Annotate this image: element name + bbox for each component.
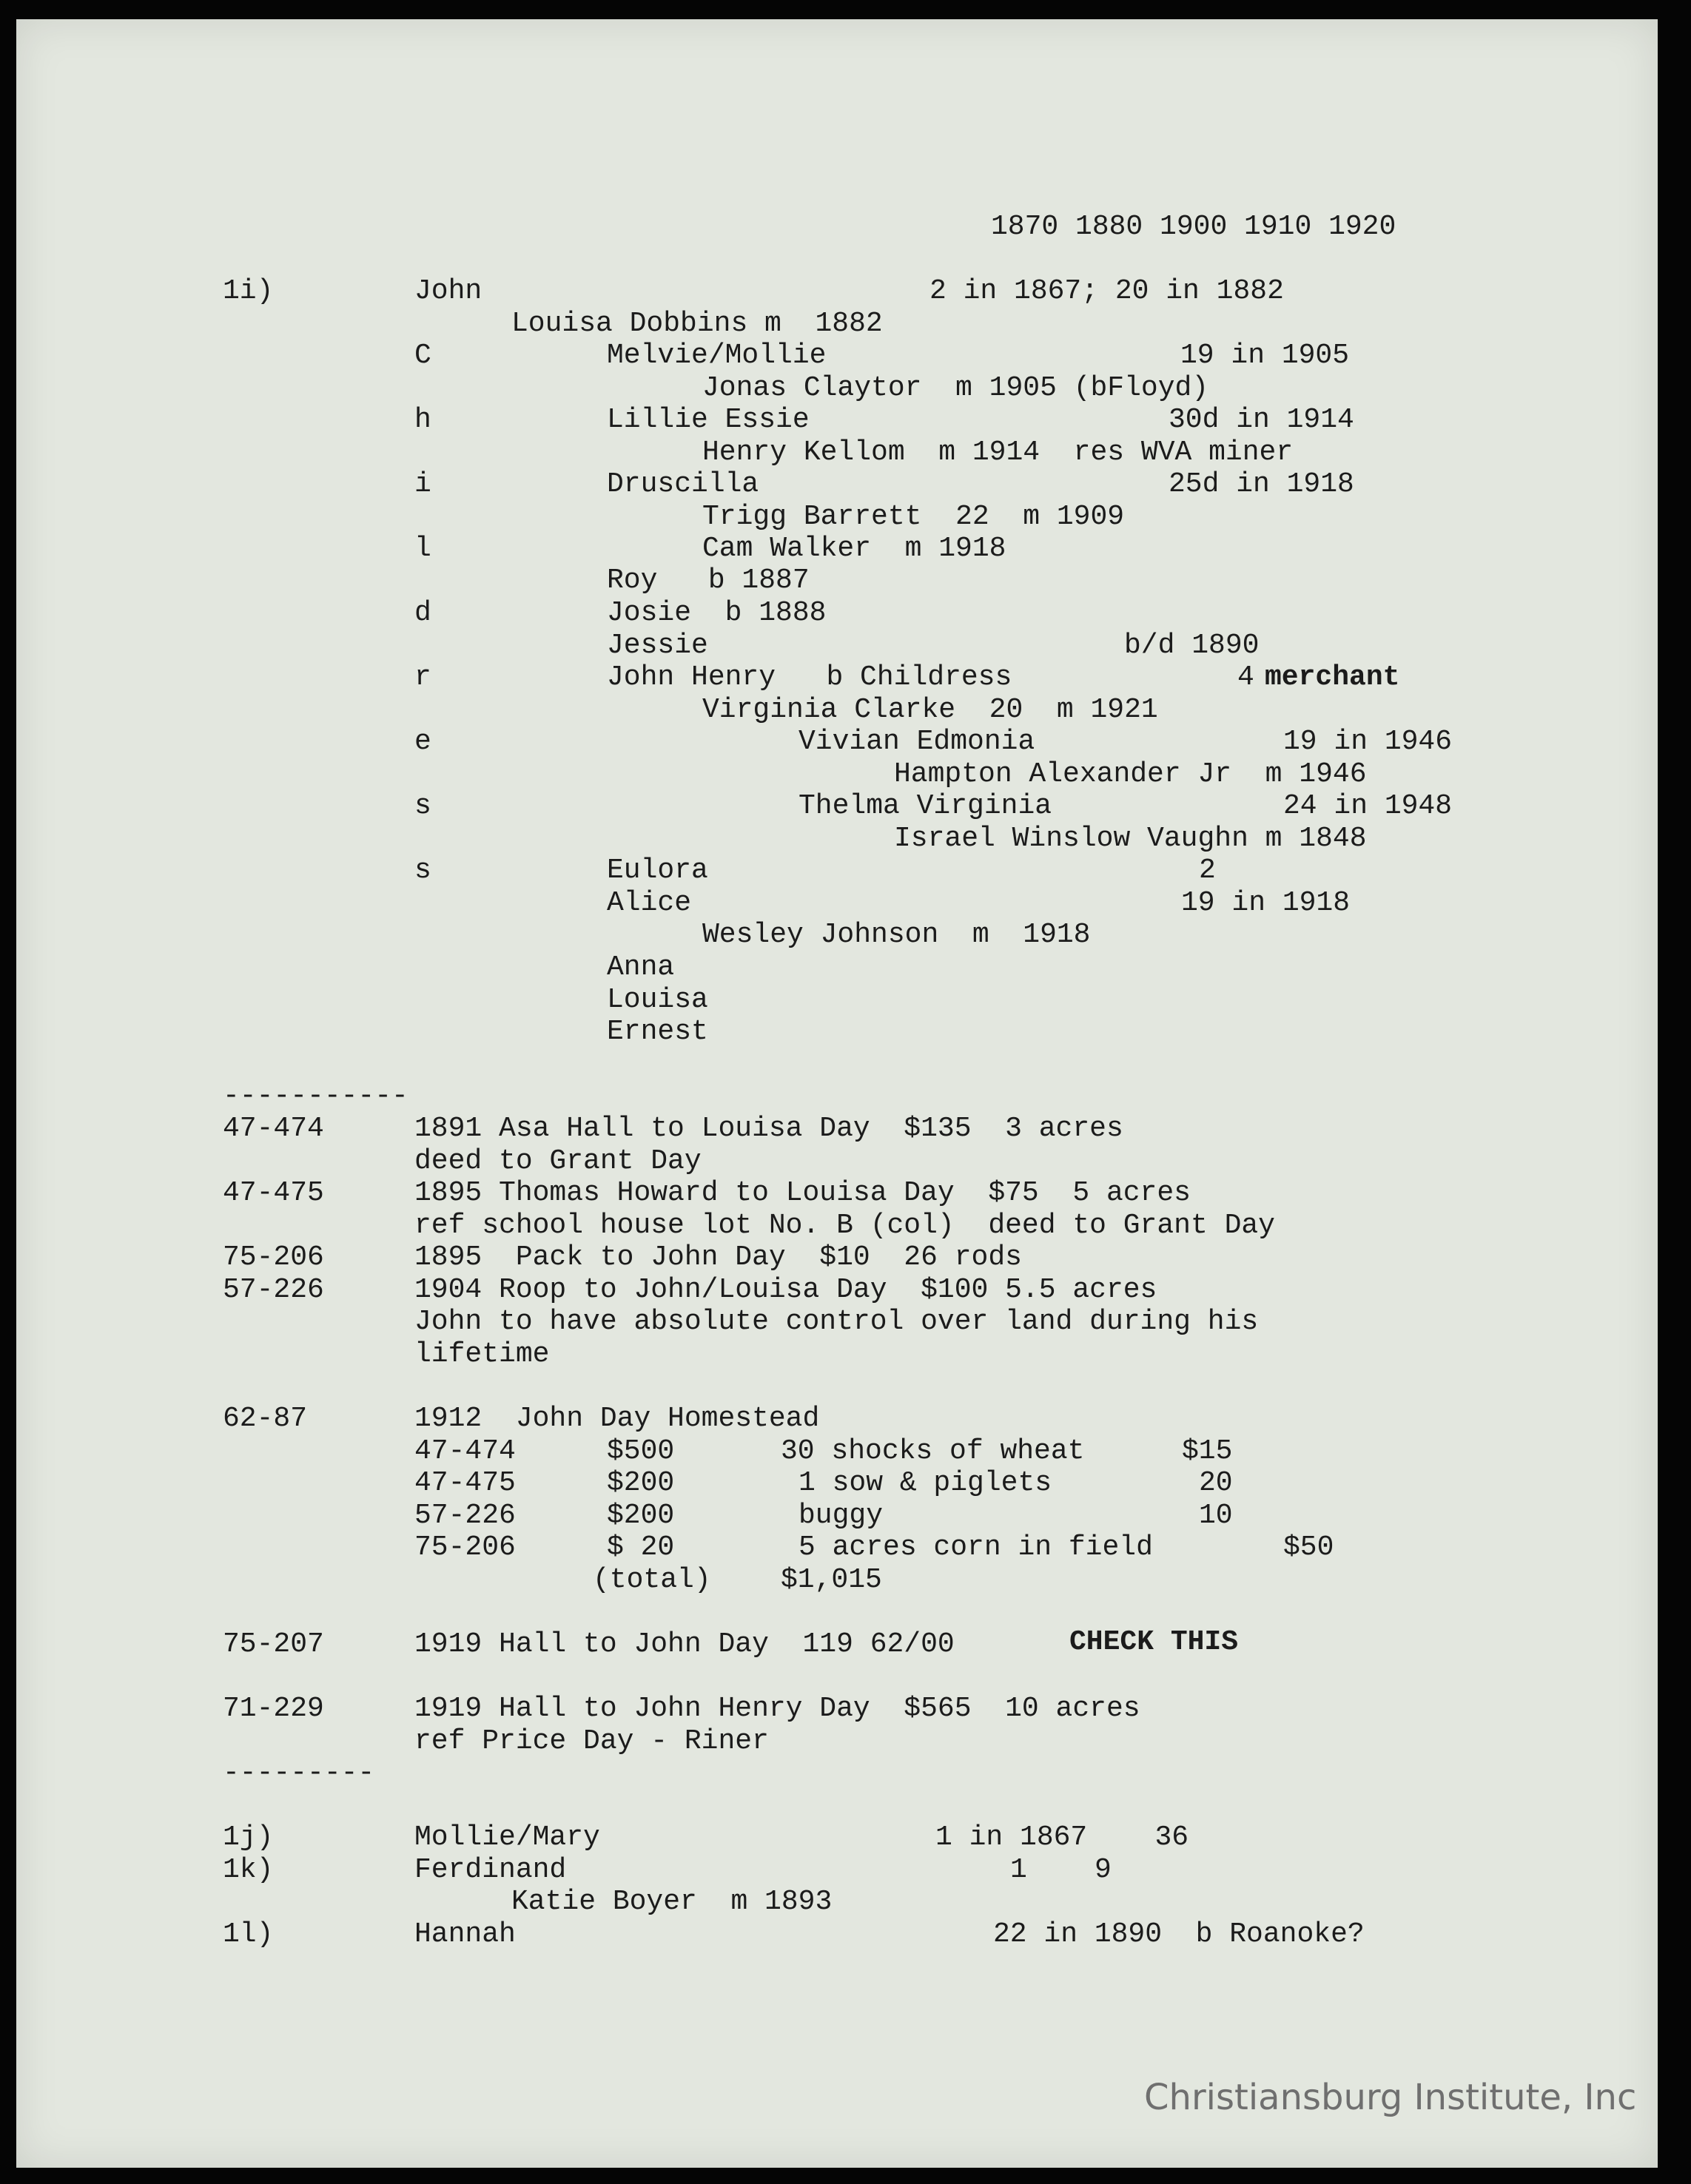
deed-code: 57-226 (223, 1274, 324, 1306)
deed-code: 47-474 (223, 1113, 324, 1145)
homestead-value: 20 (1199, 1467, 1233, 1499)
child-spouse: Virginia Clarke 20 m 1921 (702, 694, 1158, 726)
person-name: Hannah (414, 1918, 516, 1950)
deed-code: 75-206 (223, 1241, 324, 1273)
child-name: Ernest (607, 1016, 708, 1048)
child-name: Lillie Essie (607, 404, 810, 436)
child-name: Josie b 1888 (607, 597, 827, 629)
homestead-item: 5 acres corn in field (799, 1531, 1153, 1563)
census-years-header: 1870 1880 1900 1910 1920 (991, 211, 1396, 243)
child-age: 2 (1199, 855, 1216, 886)
grandchild-name: Thelma Virginia (799, 790, 1052, 822)
deed-note: deed to Grant Day (414, 1145, 702, 1177)
deed-code: 71-229 (223, 1693, 324, 1725)
homestead-value: $15 (1182, 1435, 1233, 1467)
homestead-total-value: $1,015 (781, 1564, 882, 1596)
child-age: 4 (1237, 661, 1254, 693)
occupation: merchant (1265, 661, 1400, 693)
children-label-letter: s (414, 790, 431, 822)
divider: ----------- (223, 1080, 409, 1112)
homestead-item: 30 shocks of wheat (781, 1435, 1085, 1467)
child-age: 30d in 1914 (1169, 404, 1354, 436)
children-label-letter: l (414, 533, 431, 564)
child-spouse: Cam Walker m 1918 (702, 533, 1006, 564)
homestead-amount: $ 20 (607, 1531, 675, 1563)
child-name: Alice (607, 887, 692, 919)
watermark: Christiansburg Institute, Inc (1144, 2077, 1637, 2118)
child-name: Roy b 1887 (607, 564, 810, 596)
child-name: Druscilla (607, 468, 759, 500)
child-name: Jessie (607, 630, 708, 661)
children-label-letter: r (414, 661, 431, 693)
children-label-letter: C (414, 340, 431, 371)
grandchild-spouse: Israel Winslow Vaughn m 1848 (894, 823, 1367, 855)
person-name: Ferdinand (414, 1854, 567, 1886)
homestead-item: buggy (799, 1500, 884, 1531)
child-name: Eulora (607, 855, 708, 886)
child-age: 25d in 1918 (1169, 468, 1354, 500)
child-note: b/d 1890 (1124, 630, 1260, 661)
deed-text: 1895 Thomas Howard to Louisa Day $75 5 acres (414, 1177, 1191, 1209)
document-page (16, 19, 1658, 2168)
homestead-title: 1912 John Day Homestead (414, 1403, 820, 1435)
spouse-line: Louisa Dobbins m 1882 (511, 308, 883, 340)
person-name: Mollie/Mary (414, 1821, 600, 1853)
child-spouse: Henry Kellom m 1914 res WVA miner (702, 437, 1294, 468)
deed-note: lifetime (414, 1338, 550, 1370)
homestead-ref: 47-474 (414, 1435, 516, 1467)
homestead-item: 1 sow & piglets (799, 1467, 1052, 1499)
child-spouse: Wesley Johnson m 1918 (702, 919, 1091, 951)
deed-text: 1919 Hall to John Henry Day $565 10 acres (414, 1693, 1140, 1725)
child-name: Louisa (607, 984, 708, 1016)
entry-code: 1i) (223, 275, 274, 307)
homestead-ref: 75-206 (414, 1531, 516, 1563)
deed-text: 1895 Pack to John Day $10 26 rods (414, 1241, 1022, 1273)
child-name: John Henry b Childress (607, 661, 1012, 693)
homestead-ref: 47-475 (414, 1467, 516, 1499)
homestead-total-label: (total) (593, 1564, 711, 1596)
children-label-letter: i (414, 468, 431, 500)
grandchild-age: 19 in 1946 (1283, 726, 1453, 758)
child-spouse: Jonas Claytor m 1905 (bFloyd) (702, 372, 1209, 404)
grandchild-age: 24 in 1948 (1283, 790, 1453, 822)
children-label-letter: h (414, 404, 431, 436)
check-flag: CHECK THIS (1069, 1626, 1239, 1658)
deed-code: 75-207 (223, 1628, 324, 1660)
children-label-letter: s (414, 855, 431, 886)
deed-code: 47-475 (223, 1177, 324, 1209)
divider: --------- (223, 1757, 375, 1789)
child-name: Melvie/Mollie (607, 340, 827, 371)
deed-text: 1919 Hall to John Day 119 62/00 (414, 1628, 955, 1660)
deed-note: John to have absolute control over land during his (414, 1306, 1259, 1338)
grandchild-name: Vivian Edmonia (799, 726, 1035, 758)
homestead-value: 10 (1199, 1500, 1233, 1531)
homestead-amount: $200 (607, 1467, 675, 1499)
spouse-line: Katie Boyer m 1893 (511, 1886, 833, 1918)
homestead-amount: $500 (607, 1435, 675, 1467)
deed-note: ref Price Day - Riner (414, 1725, 769, 1757)
deed-text: 1891 Asa Hall to Louisa Day $135 3 acres (414, 1113, 1123, 1145)
grandchild-spouse: Hampton Alexander Jr m 1946 (894, 758, 1367, 790)
children-label-letter: e (414, 726, 431, 758)
children-label-letter: d (414, 597, 431, 629)
homestead-amount: $200 (607, 1500, 675, 1531)
child-age: 19 in 1918 (1181, 887, 1351, 919)
child-spouse: Trigg Barrett 22 m 1909 (702, 501, 1125, 533)
entry-code: 1k) (223, 1854, 274, 1886)
deed-code: 62-87 (223, 1403, 308, 1435)
person-ages: 2 in 1867; 20 in 1882 (929, 275, 1284, 307)
deed-note: ref school house lot No. B (col) deed to Grant Day (414, 1210, 1275, 1241)
entry-code: 1l) (223, 1918, 274, 1950)
homestead-value: $50 (1283, 1531, 1334, 1563)
entry-code: 1j) (223, 1821, 274, 1853)
person-name: John (414, 275, 483, 307)
child-age: 19 in 1905 (1180, 340, 1350, 371)
person-ages: 22 in 1890 b Roanoke? (993, 1918, 1365, 1950)
child-name: Anna (607, 951, 675, 983)
deed-text: 1904 Roop to John/Louisa Day $100 5.5 acres (414, 1274, 1157, 1306)
homestead-ref: 57-226 (414, 1500, 516, 1531)
person-ages: 1 in 1867 36 (935, 1821, 1189, 1853)
person-ages: 1 9 (1010, 1854, 1112, 1886)
